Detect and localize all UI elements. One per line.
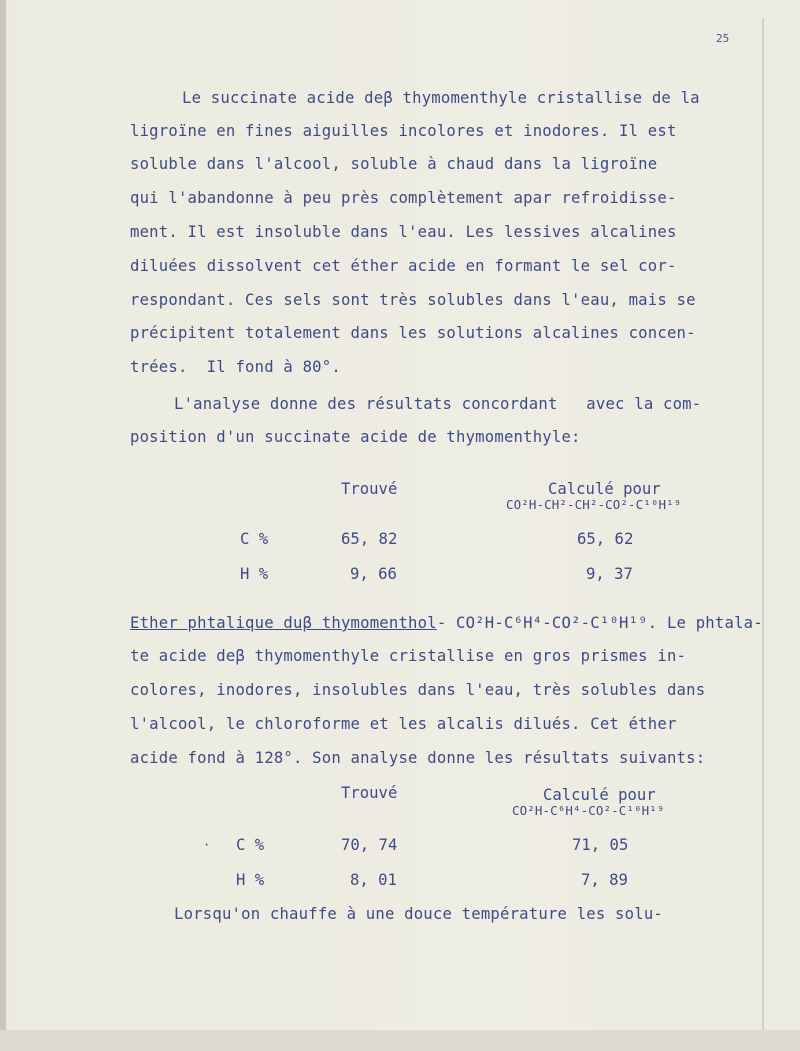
table2-row-label: C % (236, 836, 265, 854)
text-line: acide fond à 128°. Son analyse donne les résultats suivants: (130, 749, 706, 767)
text-line: L'analyse donne des résultats concordant avec la com- (174, 395, 702, 413)
table1-row-found: 9, 66 (350, 565, 397, 583)
text-line: précipitent totalement dans les solutions alcalines concen- (130, 324, 696, 342)
text-line: ment. Il est insoluble dans l'eau. Les lessives alcalines (130, 223, 677, 241)
table2-row-label: H % (236, 871, 265, 889)
table2-formula: CO²H-C⁶H⁴-CO²-C¹⁰H¹⁹ (512, 803, 665, 818)
table2-header-found: Trouvé (341, 784, 398, 802)
text-line: qui l'abandonne à peu près complètement apar refroidisse- (130, 189, 677, 207)
table1-row-label: H % (240, 565, 269, 583)
text-line: ligroïne en fines aiguilles incolores et inodores. Il est (130, 122, 677, 140)
binding-gutter (0, 0, 6, 1051)
text-line: colores, inodores, insolubles dans l'eau, très solubles dans (130, 681, 706, 699)
table1-row-calc: 9, 37 (586, 565, 633, 583)
table1-row-label: C % (240, 530, 269, 548)
page-edge (762, 18, 764, 1033)
table2-row-calc: 7, 89 (581, 871, 628, 889)
text-line: te acide deβ thymomenthyle cristallise en gros prismes in- (130, 647, 687, 665)
text-fragment: - CO²H-C⁶H⁴-CO²-C¹⁰H¹⁹. Le phtala- (436, 614, 763, 632)
table2-row-calc: 71, 05 (572, 836, 629, 854)
text-line: l'alcool, le chloroforme et les alcalis dilués. Cet éther (130, 715, 677, 733)
text-line: Le succinate acide deβ thymomenthyle cristallise de la (182, 89, 700, 107)
page-bottom-edge (0, 1030, 800, 1051)
table1-formula: CO²H-CH²-CH²-CO²-C¹⁰H¹⁹ (506, 497, 682, 512)
text-line: respondant. Ces sels sont très solubles dans l'eau, mais se (130, 291, 696, 309)
text-line (130, 614, 763, 632)
text-line: trées. Il fond à 80°. (130, 358, 341, 376)
table1-row-calc: 65, 62 (577, 530, 634, 548)
table2-row-found: 8, 01 (350, 871, 397, 889)
page-number: 25 (716, 32, 730, 45)
section-heading: Ether phtalique duβ thymomenthol (130, 614, 437, 632)
table1-row-found: 65, 82 (341, 530, 398, 548)
text-line: Lorsqu'on chauffe à une douce température les solu- (174, 905, 663, 923)
text-line: soluble dans l'alcool, soluble à chaud dans la ligroïne (130, 155, 658, 173)
table2-header-calc: Calculé pour (543, 786, 656, 804)
text-line: position d'un succinate acide de thymomenthyle: (130, 428, 581, 446)
table2-row-found: 70, 74 (341, 836, 398, 854)
text-line: diluées dissolvent cet éther acide en formant le sel cor- (130, 257, 677, 275)
table1-header-found: Trouvé (341, 480, 398, 498)
stray-mark: · (203, 838, 211, 852)
table1-header-calc: Calculé pour (548, 480, 661, 498)
